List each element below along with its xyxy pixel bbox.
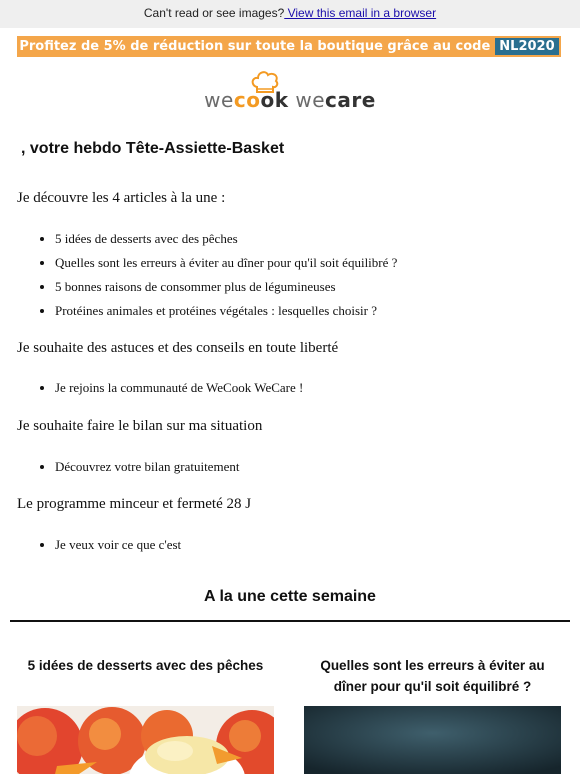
section-divider	[10, 620, 570, 622]
brand-wordmark	[0, 88, 580, 112]
featured-section-title: A la une cette semaine	[204, 588, 376, 605]
brand-logo[interactable]	[0, 68, 580, 112]
view-in-browser-link[interactable]: View this email in a browser	[284, 6, 437, 20]
logo-ok: ok	[260, 88, 289, 112]
promo-code-badge: NL2020	[495, 38, 558, 55]
logo-care: care	[325, 88, 376, 112]
list-item[interactable]	[55, 299, 397, 323]
email-body	[0, 28, 580, 774]
list-item[interactable]	[55, 275, 397, 299]
logo-we: we	[204, 88, 234, 112]
card-title-2[interactable]: Quelles sont les erreurs à éviter au dîner pour qu'il soit équilibré ?	[320, 658, 545, 694]
articles-list	[37, 227, 397, 323]
promo-text: Profitez de 5% de réduction sur toute la boutique grâce au code	[19, 39, 491, 54]
list-item[interactable]	[55, 376, 303, 400]
dark-wall-illustration	[304, 706, 561, 774]
programme-list	[37, 533, 181, 557]
bilan-link[interactable]: Découvrez votre bilan gratuitement	[55, 459, 240, 474]
promo-banner[interactable]	[17, 36, 561, 57]
community-link[interactable]: Je rejoins la communauté de WeCook WeCare !	[55, 380, 304, 395]
dinner-article-image[interactable]	[304, 706, 561, 774]
programme-link[interactable]: Je veux voir ce que c'est	[55, 537, 182, 552]
tips-intro: Je souhaite des astuces et des conseils en toute liberté	[17, 340, 339, 356]
bilan-list	[37, 455, 239, 479]
list-item[interactable]	[55, 455, 239, 479]
tips-list	[37, 376, 303, 400]
article-link-3[interactable]: 5 bonnes raisons de consommer plus de légumineuses	[55, 279, 336, 294]
bilan-intro: Je souhaite faire le bilan sur ma situation	[17, 418, 263, 434]
preheader-bar	[0, 0, 580, 28]
card-title-1[interactable]: 5 idées de desserts avec des pêches	[27, 658, 264, 673]
peach-dessert-image[interactable]	[17, 706, 274, 774]
list-item[interactable]	[55, 251, 397, 275]
peach-dessert-illustration	[17, 706, 274, 774]
articles-intro: Je découvre les 4 articles à la une :	[17, 190, 226, 206]
article-link-1[interactable]: 5 idées de desserts avec des pêches	[55, 231, 238, 246]
article-link-4[interactable]: Protéines animales et protéines végétales : lesquelles choisir ?	[55, 303, 378, 318]
list-item[interactable]	[55, 227, 397, 251]
list-item[interactable]	[55, 533, 181, 557]
article-link-2[interactable]: Quelles sont les erreurs à éviter au dîner pour qu'il soit équilibré ?	[55, 255, 398, 270]
newsletter-headline: , votre hebdo Tête-Assiette-Basket	[21, 140, 285, 157]
logo-co: co	[233, 88, 261, 112]
logo-we-2: we	[288, 88, 326, 112]
preheader-text: Can't read or see images?	[143, 6, 285, 20]
programme-intro: Le programme minceur et fermeté 28 J	[17, 496, 252, 512]
